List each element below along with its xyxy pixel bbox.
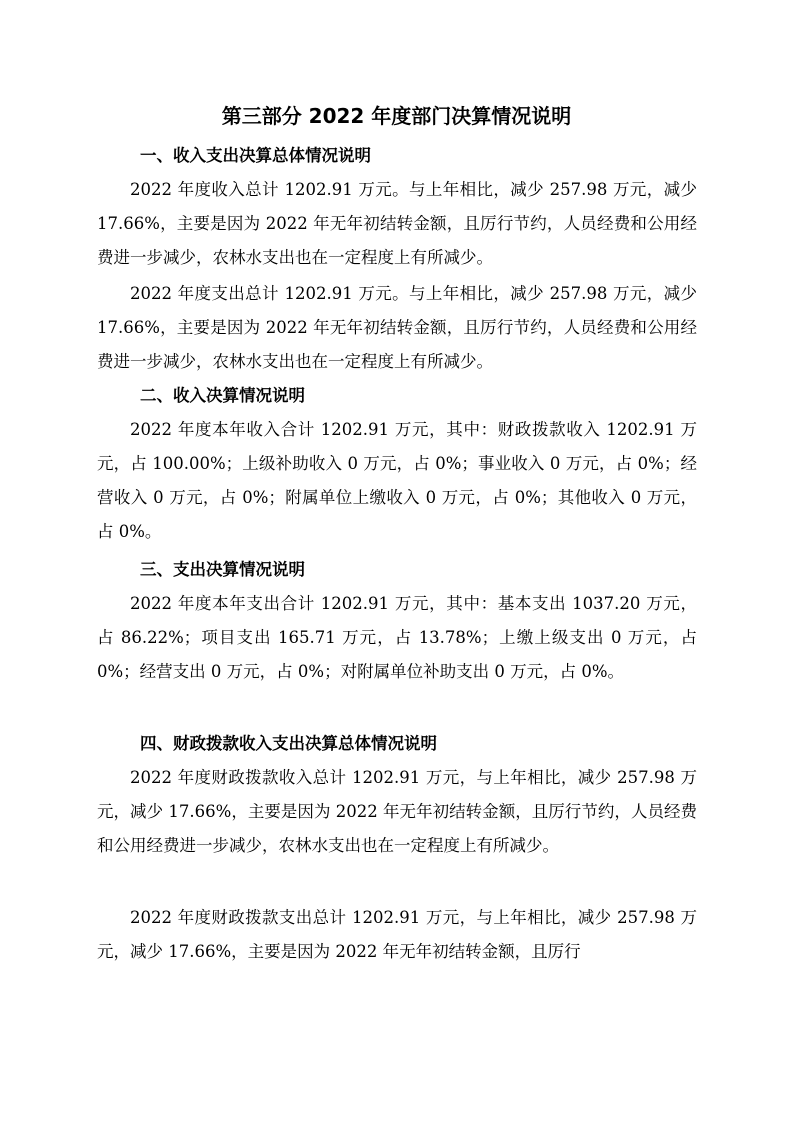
paragraph: 2022 年度本年收入合计 1202.91 万元，其中：财政拨款收入 1202.91 万元，占 100.00%；上级补助收入 0 万元，占 0%；事业收入 0 万元，占 0%；经营收入 0 万元，占 0%；附属单位上缴收入 0 万元，占 0%；其他收入 0 万元，占 0%。 — [97, 420, 697, 541]
section-heading: 四、财政拨款收入支出决算总体情况说明 — [140, 734, 437, 753]
page-title: 第三部分 2022 年度部门决算情况说明 — [221, 104, 572, 128]
paragraph: 2022 年度财政拨款收入总计 1202.91 万元，与上年相比，减少 257.98 万元，减少 17.66%，主要是因为 2022 年无年初结转金额，且厉行节约，人员经费和公用经费进一步减少，农林水支出也在一定程度上有所减少。 — [97, 768, 697, 855]
section-heading: 二、收入决算情况说明 — [140, 386, 305, 405]
paragraph: 2022 年度财政拨款支出总计 1202.91 万元，与上年相比，减少 257.98 万元，减少 17.66%，主要是因为 2022 年无年初结转金额，且厉行 — [97, 908, 697, 961]
paragraph: 2022 年度支出总计 1202.91 万元。与上年相比，减少 257.98 万元，减少 17.66%，主要是因为 2022 年无年初结转金额，且厉行节约，人员经费和公用经费进一步减少，农林水支出也在一定程度上有所减少。 — [97, 284, 697, 371]
paragraph: 2022 年度本年支出合计 1202.91 万元，其中：基本支出 1037.20 万元，占 86.22%；项目支出 165.71 万元，占 13.78%；上缴上级支出 0 万元，占 0%；经营支出 0 万元，占 0%；对附属单位补助支出 0 万元，占 0%。 — [97, 594, 697, 681]
section-heading: 一、收入支出决算总体情况说明 — [140, 146, 371, 165]
paragraph: 2022 年度收入总计 1202.91 万元。与上年相比，减少 257.98 万元，减少 17.66%，主要是因为 2022 年无年初结转金额，且厉行节约，人员经费和公用经费进一步减少，农林水支出也在一定程度上有所减少。 — [97, 180, 697, 267]
section-heading: 三、支出决算情况说明 — [140, 560, 305, 579]
